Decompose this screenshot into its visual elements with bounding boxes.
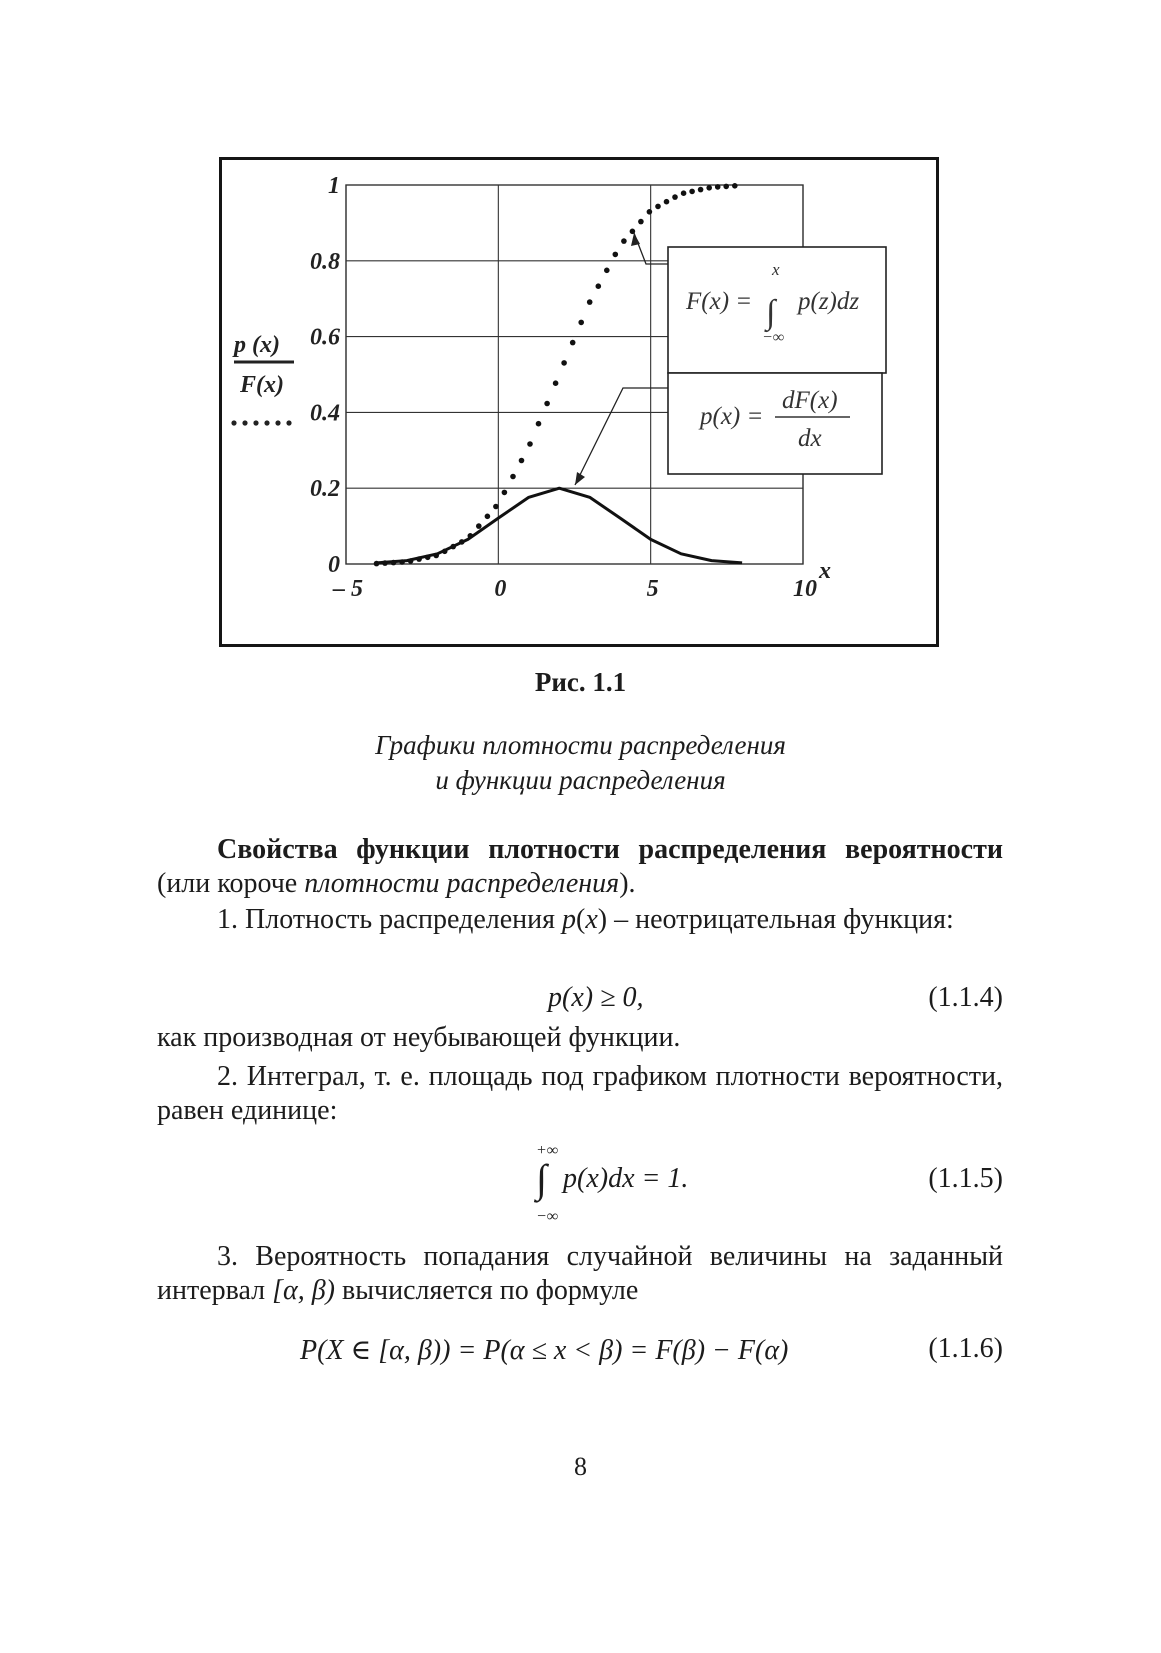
- pdf-curve: [377, 488, 743, 563]
- cdf-dot: [596, 283, 602, 289]
- properties-text-end: ).: [619, 868, 636, 899]
- figure-title-line-1: Графики плотности распределения: [375, 730, 786, 760]
- cdf-dot: [527, 441, 533, 447]
- eq2-integral-sign: ∫: [536, 1156, 547, 1201]
- paragraph-item-2: 2. Интеграл, т. е. площадь под графиком плотности вероятности, равен единице:: [157, 1061, 1003, 1126]
- cdf-dot: [561, 360, 567, 366]
- distribution-chart: [222, 160, 936, 644]
- cdf-dot: [519, 458, 525, 464]
- cdf-dot: [672, 194, 678, 200]
- item-1-x: x: [585, 904, 598, 935]
- x-tick-label: – 5: [333, 576, 363, 602]
- item-1-open-paren: (: [576, 904, 586, 935]
- cdf-dot: [638, 219, 644, 225]
- cdf-dot: [706, 185, 712, 191]
- pdf-denominator: dx: [798, 425, 822, 452]
- paragraph-item-1: [157, 903, 1003, 937]
- pdf-formula-box: [668, 373, 882, 474]
- cdf-dot: [433, 553, 439, 559]
- cdf-dot: [604, 268, 610, 274]
- properties-text: (или короче: [157, 868, 305, 899]
- figure-caption-label: Рис. 1.1: [534, 667, 627, 697]
- y-tick-label: 0.6: [310, 324, 340, 351]
- cdf-dot: [485, 514, 491, 520]
- cdf-dot: [723, 184, 729, 190]
- y-label-dotted-sample: [231, 420, 291, 425]
- cdf-dot: [698, 187, 704, 193]
- cdf-dot: [647, 209, 653, 215]
- cdf-dot: [715, 184, 721, 190]
- cdf-dot: [476, 523, 482, 529]
- cdf-dot: [450, 544, 456, 550]
- cdf-formula-lhs: F(x) =: [686, 288, 753, 315]
- cdf-dot: [493, 504, 499, 510]
- cdf-dot: [502, 490, 508, 496]
- cdf-arrow: [631, 233, 668, 264]
- equation-1-1-6: P(X ∈ [α, β)) = P(α ≤ x < β) = F(β) − F(α): [300, 1335, 789, 1366]
- equation-number-1-1-4: (1.1.4): [928, 982, 1003, 1013]
- paragraph-nondecreasing: как производная от неубывающей функции.: [157, 1022, 681, 1053]
- cdf-dot: [442, 549, 448, 555]
- cdf-dot: [613, 252, 619, 258]
- cdf-integrand: p(z)dz: [798, 288, 860, 315]
- eq2-body: p(x)dx = 1.: [563, 1163, 689, 1194]
- y-tick-label: 1: [328, 173, 340, 199]
- cdf-dot: [425, 555, 431, 561]
- cdf-dot: [544, 401, 550, 407]
- x-axis-label: x: [819, 558, 831, 584]
- cdf-dot: [391, 560, 397, 566]
- cdf-formula-box: [668, 247, 886, 373]
- cdf-dot: [536, 421, 542, 427]
- y-label-pdf: p (x): [234, 332, 280, 358]
- figure-caption-title: [0, 728, 1161, 798]
- x-tick-label: 0: [494, 576, 507, 602]
- properties-heading: Свойства функции плотности распределения вероятности: [217, 834, 1003, 865]
- y-tick-label: 0.8: [310, 248, 340, 275]
- pdf-arrow: [575, 388, 668, 485]
- eq2-upper-limit: +∞: [536, 1142, 559, 1159]
- paragraph-properties: [157, 833, 1003, 901]
- cdf-dot: [664, 199, 670, 205]
- cdf-dot: [570, 340, 576, 346]
- x-tick-label: 5: [646, 576, 659, 602]
- cdf-dot: [382, 560, 388, 566]
- item-3-text-end: вычисляется по формуле: [335, 1275, 639, 1306]
- cdf-dot: [408, 558, 414, 564]
- cdf-dot: [732, 183, 738, 189]
- item-1-p: p: [562, 904, 576, 935]
- cdf-dot: [399, 559, 405, 565]
- cdf-dot: [510, 474, 516, 480]
- item-1-text-end: ) – неотрицательная функция:: [597, 904, 954, 935]
- y-tick-label: 0.4: [310, 400, 340, 427]
- cdf-dot: [416, 556, 422, 562]
- pdf-numerator: dF(x): [782, 387, 838, 414]
- cdf-dot: [553, 380, 559, 386]
- cdf-dot: [468, 533, 474, 539]
- page-number: 8: [574, 1452, 587, 1481]
- figure-frame: [219, 157, 939, 647]
- cdf-dot: [681, 190, 687, 196]
- paragraph-item-3: [157, 1240, 1003, 1308]
- x-tick-label: 10: [793, 576, 817, 602]
- cdf-dot: [587, 299, 593, 305]
- cdf-dot: [374, 561, 380, 567]
- cdf-dot: [621, 238, 627, 244]
- pdf-formula-lhs: p(x) =: [700, 403, 764, 430]
- eq2-lower-limit: −∞: [536, 1208, 559, 1225]
- cdf-upper-limit: x: [772, 260, 780, 279]
- equation-number-1-1-6: (1.1.6): [928, 1333, 1003, 1364]
- properties-italic-term: плотности распределения: [304, 868, 620, 899]
- y-tick-label: 0: [328, 552, 340, 578]
- equation-number-1-1-5: (1.1.5): [928, 1163, 1003, 1194]
- integral-sign: ∫: [766, 294, 776, 331]
- item-1-text: 1. Плотность распределения: [217, 904, 562, 935]
- cdf-dot: [578, 320, 584, 326]
- cdf-lower-limit: −∞: [762, 329, 785, 346]
- y-label-cdf: F(x): [240, 372, 284, 398]
- equation-1-1-4: p(x) ≥ 0,: [548, 982, 644, 1013]
- figure-title-line-2: и функции распределения: [435, 765, 726, 795]
- cdf-dot: [689, 189, 695, 195]
- y-tick-label: 0.2: [310, 476, 340, 503]
- cdf-dot: [459, 539, 465, 545]
- item-3-interval: [α, β): [272, 1275, 336, 1306]
- cdf-dot: [655, 204, 661, 210]
- item-3-text: 3. Вероятность попадания случайной величины на заданный интервал: [157, 1241, 1003, 1306]
